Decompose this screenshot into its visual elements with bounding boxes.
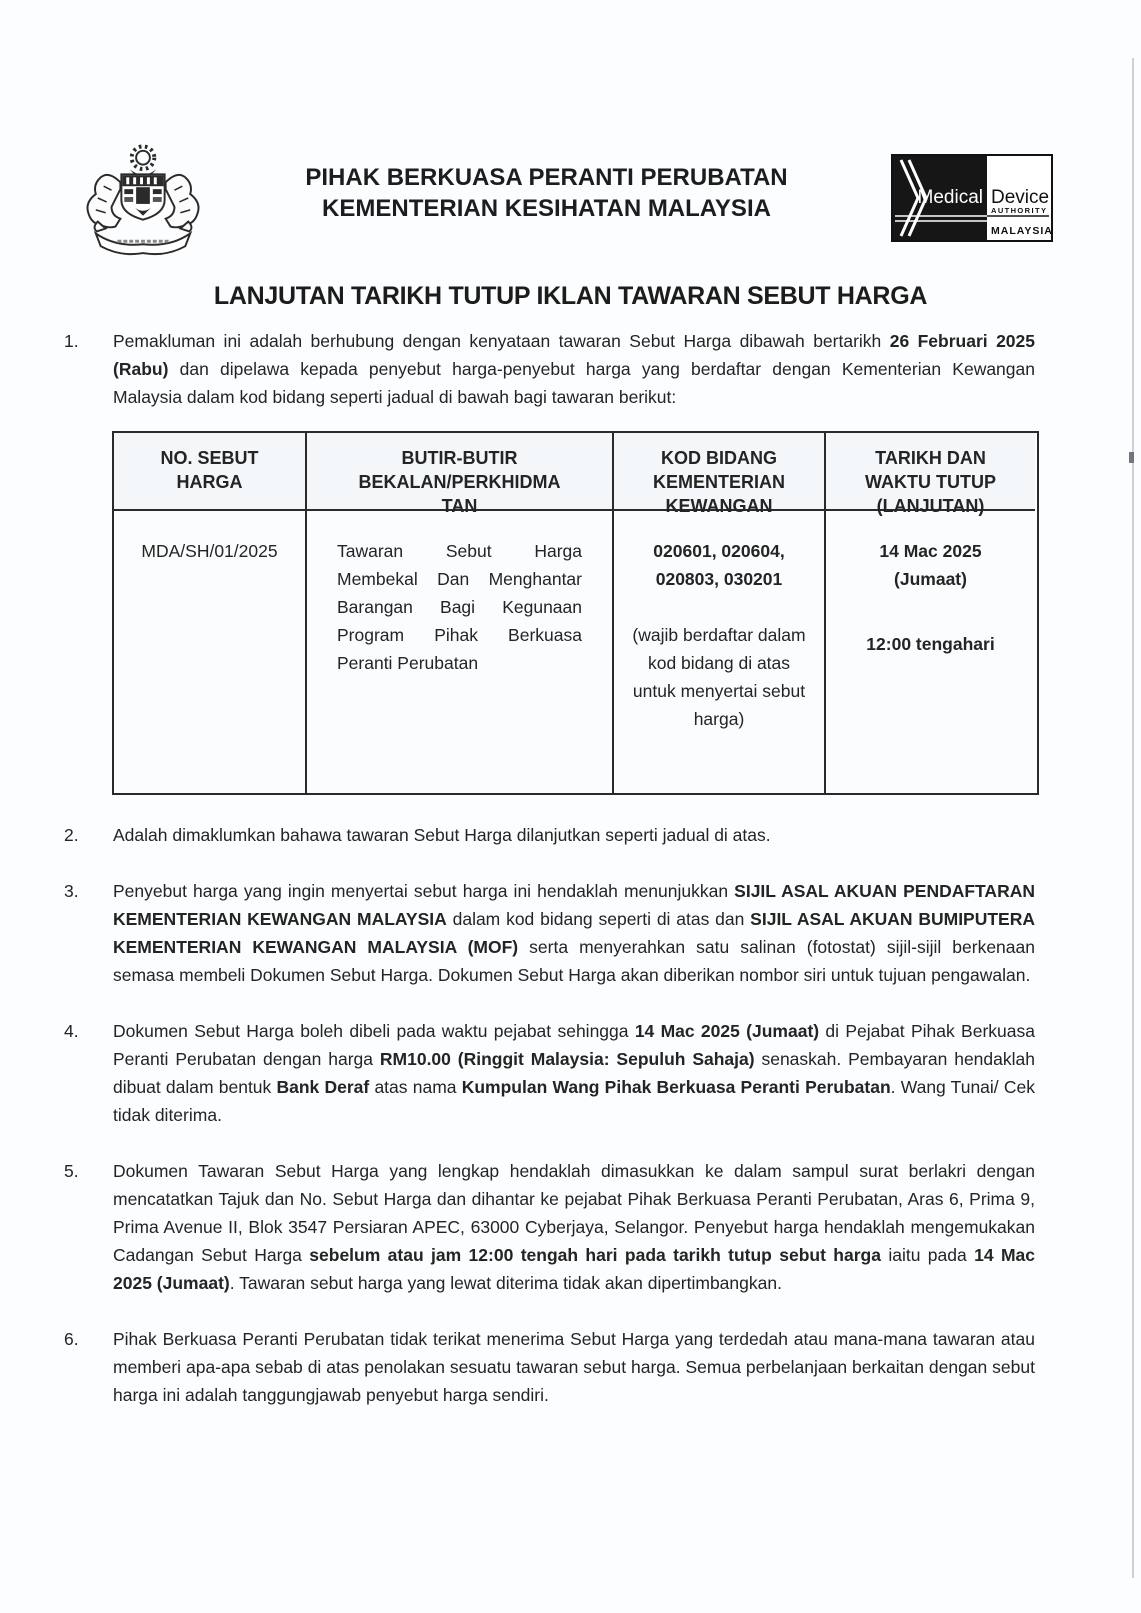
closing-date: 14 Mac 2025 [879, 541, 982, 561]
text-run-bold: 26 Februari 2025 (Rabu) [113, 331, 1035, 379]
paragraph-text [113, 877, 1035, 989]
medical-device-authority-logo [891, 154, 1053, 242]
numbered-paragraph-4 [64, 1017, 1035, 1129]
text-run-bold: Bank Deraf [276, 1077, 370, 1097]
numbered-paragraph-2 [64, 821, 1035, 849]
text-run: Adalah dimaklumkan bahawa tawaran Sebut Harga dilanjutkan seperti jadual di atas. [113, 825, 771, 845]
table-cell-supply-details: Tawaran Sebut Harga Membekal Dan Menghantar Barangan Bagi Kegunaan Program Pihak Berkuasa Peranti Perubatan [305, 511, 612, 793]
paragraph-text [113, 1325, 1035, 1409]
numbered-paragraph-3 [64, 877, 1035, 989]
org-line-1: PIHAK BERKUASA PERANTI PERUBATAN [305, 164, 788, 191]
org-line-2: KEMENTERIAN KESIHATAN MALAYSIA [322, 195, 771, 222]
table-header-butir-butir: BUTIR-BUTIR BEKALAN/PERKHIDMA TAN [305, 433, 612, 511]
scan-edge-tick [1129, 452, 1134, 463]
text-run-bold: 14 Mac 2025 (Jumaat) [113, 1245, 1036, 1293]
paragraph-number: 1. [64, 331, 79, 351]
text-run-bold: Kumpulan Wang Pihak Berkuasa Peranti Perubatan [461, 1077, 891, 1097]
text-run: Pemakluman ini adalah berhubung dengan kenyataan tawaran Sebut Harga dibawah bertarikh [113, 331, 890, 351]
paragraph-text [113, 327, 1035, 411]
table-cell-mof-codes [612, 511, 824, 793]
paragraph-number: 3. [64, 881, 79, 901]
text-run: iaitu pada [880, 1245, 975, 1265]
text-run: serta menyerahkan satu salinan (fotostat) sijil-sijil berkenaan semasa membeli Dokumen Sebut Harga. Dokumen Sebut Harga akan diberikan nombor siri untuk tujuan pengawalan. [113, 937, 1035, 985]
text-run: di Pejabat Pihak Berkuasa Peranti Perubatan dengan harga [113, 1021, 1035, 1069]
text-run: Penyebut harga yang ingin menyertai sebut harga ini hendaklah menunjukkan [113, 881, 735, 901]
table-header-kod-bidang: KOD BIDANG KEMENTERIAN KEWANGAN [612, 433, 824, 511]
numbered-paragraph-5 [64, 1157, 1035, 1297]
mda-logo-malaysia-label: MALAYSIA [991, 225, 1053, 237]
text-run-bold: sebelum atau jam 12:00 tengah hari pada tarikh tutup sebut harga [309, 1245, 881, 1265]
document-title: LANJUTAN TARIKH TUTUP IKLAN TAWARAN SEBUT HARGA [213, 282, 928, 310]
paragraph-number: 5. [64, 1161, 79, 1181]
closing-time: 12:00 tengahari [866, 634, 995, 654]
text-run-bold: SIJIL ASAL AKUAN PENDAFTARAN KEMENTERIAN KEWANGAN MALAYSIA [113, 881, 1035, 929]
text-run: Dokumen Sebut Harga boleh dibeli pada waktu pejabat sehingga [113, 1021, 635, 1041]
paragraph-text [113, 821, 1035, 849]
text-run-bold: RM10.00 (Ringgit Malaysia: Sepuluh Sahaja) [379, 1049, 755, 1069]
text-run: Pihak Berkuasa Peranti Perubatan tidak terikat menerima Sebut Harga yang terdedah atau mana-mana tawaran atau memberi apa-apa sebab di atas penolakan sesuatu tawaran sebut harga. Semua perbelanjaan berkaitan dengan sebut harga ini adalah tanggungjawab penyebut harga sendiri. [113, 1329, 1035, 1405]
table-cell-quotation-number: MDA/SH/01/2025 [141, 541, 278, 561]
text-run: . Wang Tunai/ Cek tidak diterima. [113, 1077, 1035, 1125]
text-run: Dokumen Tawaran Sebut Harga yang lengkap hendaklah dimasukkan ke dalam sampul surat berlakri dengan mencatatkan Tajuk dan No. Sebut Harga dan dihantar ke pejabat Pihak Berkuasa Peranti Perubatan, Aras 6, Prima 9, Prima Avenue II, Blok 3547 Persiaran APEC, 63000 Cyberjaya, Selangor. Penyebut harga hendaklah mengemukakan Cadangan Sebut Harga [113, 1161, 1035, 1265]
text-run: atas nama [369, 1077, 462, 1097]
paragraph-text [113, 1017, 1035, 1129]
scan-edge-line [1132, 58, 1134, 1578]
mda-logo-medical-label: Medical [917, 187, 983, 208]
numbered-paragraph-6 [64, 1325, 1035, 1409]
letterhead [84, 142, 1053, 260]
organisation-name [202, 142, 891, 224]
text-run: dan dipelawa kepada penyebut harga-penyebut harga yang berdaftar dengan Kementerian Kewangan Malaysia dalam kod bidang seperti jadual di bawah bagi tawaran berikut: [113, 359, 1035, 407]
closing-day: (Jumaat) [894, 569, 967, 589]
table-cell-closing-date [824, 511, 1035, 793]
paragraph-number: 2. [64, 825, 79, 845]
text-run-bold: 14 Mac 2025 (Jumaat) [634, 1021, 820, 1041]
table-header-tarikh-waktu: TARIKH DAN WAKTU TUTUP (LANJUTAN) [824, 433, 1035, 511]
numbered-paragraph-1 [64, 327, 1035, 411]
text-run: dalam kod bidang seperti di atas dan [446, 909, 751, 929]
mof-code-note: (wajib berdaftar dalam kod bidang di atas untuk menyertai sebut harga) [632, 625, 806, 729]
paragraph-text [113, 1157, 1035, 1297]
text-run: . Tawaran sebut harga yang lewat diterima tidak akan dipertimbangkan. [229, 1273, 782, 1293]
mof-code-list: 020601, 020604, 020803, 030201 [653, 541, 785, 589]
mda-logo-authority-label: AUTHORITY [991, 206, 1048, 215]
paragraph-number: 6. [64, 1329, 79, 1349]
paragraph-number: 4. [64, 1021, 79, 1041]
malaysia-coat-of-arms-icon [84, 142, 202, 256]
quotation-table [112, 431, 1039, 795]
text-run: senaskah. Pembayaran hendaklah dibuat dalam bentuk [113, 1049, 1035, 1097]
text-run-bold: SIJIL ASAL AKUAN BUMIPUTERA KEMENTERIAN KEWANGAN MALAYSIA (MOF) [113, 909, 1036, 957]
mda-logo-device-label: Device [991, 187, 1050, 208]
table-header-no-sebut-harga: NO. SEBUT HARGA [114, 433, 305, 511]
